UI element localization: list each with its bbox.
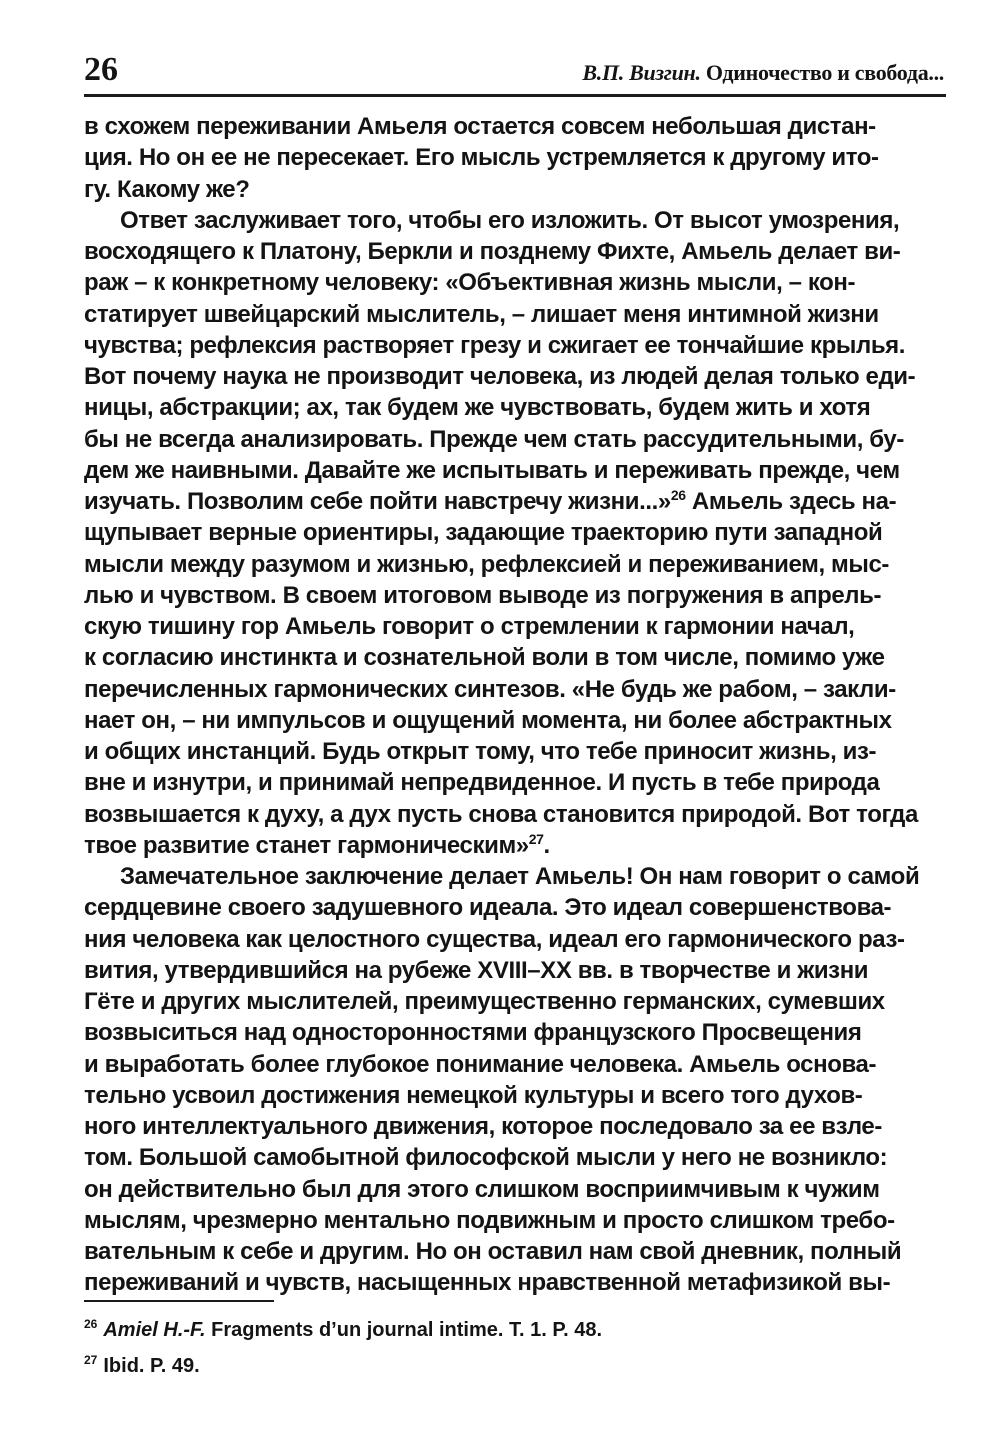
- text-line-part: Амьель здесь на-: [685, 488, 897, 515]
- text-line: нает он, – ни импульсов и ощущений момента, ни более абстрактных: [84, 706, 892, 734]
- running-title-text: Одиночество и свобода...: [705, 60, 944, 85]
- text-line: ния человека как целостного существа, идеал его гармонического раз-: [84, 925, 905, 953]
- text-line: раж – к конкретному человеку: «Объективная жизнь мысли, – кон-: [84, 269, 856, 297]
- text-line: щупывает верные ориентиры, задающие траекторию пути западной: [84, 519, 883, 547]
- text-line-part: .: [543, 831, 550, 859]
- text-line: статирует швейцарский мыслитель, – лишает меня интимной жизни: [84, 300, 879, 328]
- footnote-26: [84, 1312, 946, 1348]
- running-title-author: В.П. Визгин.: [582, 60, 701, 85]
- footnote-ref-26[interactable]: 26: [670, 487, 686, 503]
- footnote-27: [84, 1348, 946, 1384]
- text-line: бы не всегда анализировать. Прежде чем стать рассудительными, бу-: [84, 425, 904, 453]
- text-line: том. Большой самобытной философской мысли у него не возникло:: [84, 1144, 888, 1172]
- text-line: перечисленных гармонических синтезов. «Не будь же рабом, – закли-: [84, 675, 896, 703]
- paragraph-3: [84, 861, 946, 1299]
- paragraph-2: [84, 205, 946, 861]
- text-line: гу. Какому же?: [84, 175, 250, 203]
- paragraph-1: [84, 111, 946, 205]
- text-line: [84, 830, 946, 861]
- text-line: Вот почему наука не производит человека, из людей делая только еди-: [84, 363, 916, 390]
- text-line: тельно усвоил достижения немецкой культуры и всего того духов-: [84, 1081, 863, 1109]
- text-line: ного интеллектуального движения, которое последовало за ее взле-: [84, 1113, 882, 1140]
- footnote-number: 27: [84, 1353, 98, 1368]
- text-line-part: изучать. Позволим себе пойти навстречу жизни...»: [84, 488, 671, 515]
- footnote-divider: [84, 1300, 274, 1302]
- text-line: мысли между разумом и жизнью, рефлексией и переживанием, мыс-: [84, 550, 890, 578]
- text-line: лью и чувством. В своем итоговом выводе из погружения в апрель-: [84, 581, 882, 609]
- text-line: вития, утвердившийся на рубеже XVIII–XX вв. в творчестве и жизни: [84, 956, 869, 984]
- text-line: [84, 486, 946, 517]
- text-line: к согласию инстинкта и сознательной воли в том числе, помимо уже: [84, 644, 885, 672]
- text-line: дем же наивными. Давайте же испытывать и переживать прежде, чем: [84, 456, 900, 484]
- text-line: мыслям, чрезмерно ментально подвижным и просто слишком требо-: [84, 1206, 895, 1234]
- footnote-author: Amiel H.-F.: [103, 1319, 206, 1341]
- text-line: сердцевине своего задушевного идеала. Это идеал совершенствова-: [84, 894, 892, 922]
- text-line: чувства; рефлексия растворяет грезу и сжигает ее тончайшие крылья.: [84, 331, 906, 359]
- body-text: [84, 111, 946, 1299]
- text-line: он действительно был для этого слишком восприимчивым к чужим: [84, 1175, 880, 1203]
- text-line: скую тишину гор Амьель говорит о стремлении к гармонии начал,: [84, 613, 855, 640]
- text-line-part: твое развитие станет гармоническим»: [84, 831, 529, 859]
- text-line: и общих инстанций. Будь открыт тому, что тебе приносит жизнь, из-: [84, 738, 877, 765]
- text-line: ция. Но он ее не пересекает. Его мысль устремляется к другому ито-: [84, 144, 879, 172]
- text-line: Замечательное заключение делает Амьель! Он нам говорит о самой: [120, 863, 920, 890]
- text-line: и выработать более глубокое понимание человека. Амьель основа-: [84, 1050, 877, 1078]
- footnote-ref-27[interactable]: 27: [528, 830, 544, 847]
- text-line: ницы, абстракции; ах, так будем же чувствовать, будем жить и хотя: [84, 394, 871, 422]
- page-number: 26: [84, 51, 118, 88]
- running-head: [84, 50, 946, 97]
- footnote-text: Fragments d’un journal intime. T. 1. P. 48.: [205, 1319, 602, 1341]
- text-line: переживаний и чувств, насыщенных нравственной метафизикой вы-: [84, 1269, 891, 1297]
- text-line: восходящего к Платону, Беркли и позднему Фихте, Амьель делает ви-: [84, 238, 901, 265]
- footnotes: [84, 1312, 946, 1384]
- text-line: возвышается к духу, а дух пусть снова становится природой. Вот тогда: [84, 800, 918, 828]
- text-line: в схожем переживании Амьеля остается совсем небольшая дистан-: [84, 113, 876, 140]
- text-line: вне и изнутри, и принимай непредвиденное. И пусть в тебе природа: [84, 769, 880, 797]
- book-page: [84, 50, 946, 1299]
- footnote-number: 26: [84, 1317, 98, 1332]
- text-line: Ответ заслуживает того, чтобы его изложить. От высот умозрения,: [120, 206, 900, 234]
- text-line: возвыситься над односторонностями французского Просвещения: [84, 1019, 862, 1047]
- footnote-text: Ibid. P. 49.: [103, 1355, 200, 1377]
- text-line: вательным к себе и другим. Но он оставил нам свой дневник, полный: [84, 1238, 902, 1265]
- text-line: Гёте и других мыслителей, преимущественно германских, сумевших: [84, 988, 885, 1015]
- running-title: [582, 60, 944, 86]
